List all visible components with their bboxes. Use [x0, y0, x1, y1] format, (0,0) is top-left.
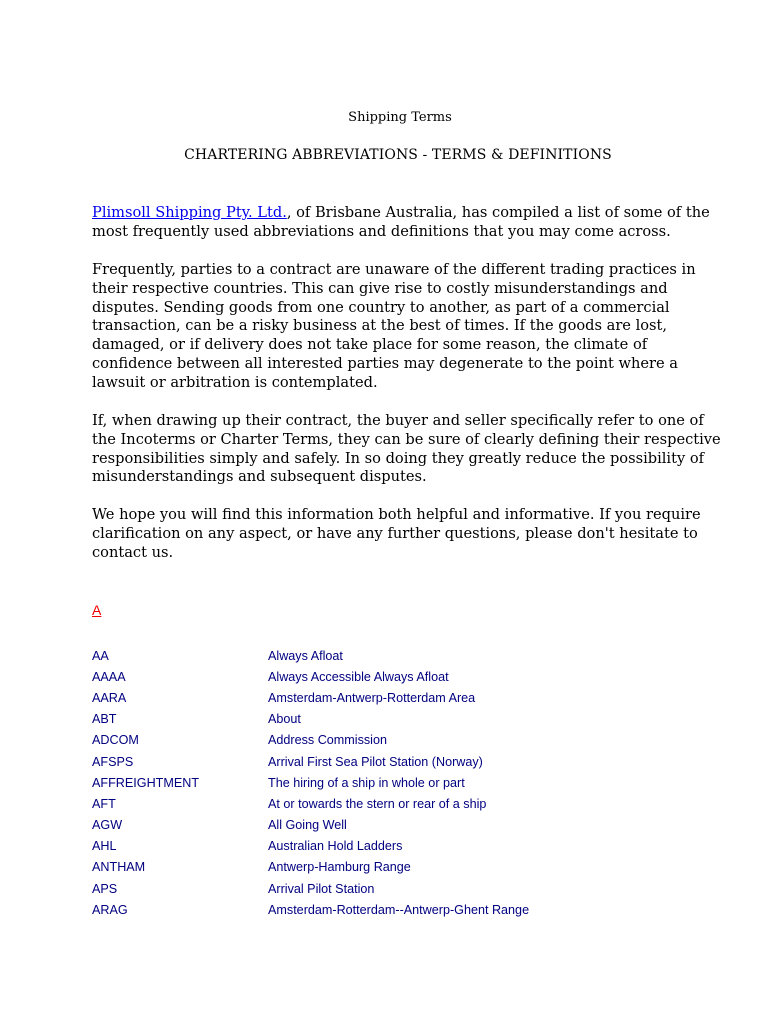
- term-row: [92, 645, 692, 666]
- term-definition: Amsterdam-Rotterdam--Antwerp-Ghent Range: [268, 902, 530, 917]
- term-abbreviation: AFFREIGHTMENT: [92, 775, 200, 790]
- term-abbreviation: APS: [92, 881, 118, 896]
- terms-list: [92, 645, 692, 920]
- term-abbreviation: ARAG: [92, 902, 128, 917]
- term-definition: Australian Hold Ladders: [268, 839, 403, 854]
- paragraph-trading-practices: Frequently, parties to a contract are unaware of the different trading practices in their respective countries. This can give rise to costly misunderstandings and disputes. Sending goods from one country to another, as part of a commercial transaction, can be a risky business at the best of times. If the goods are lost, damaged, or if delivery does not take place for some reason, the climate of confidence between all interested parties may degenerate to the point where a lawsuit or arbitration is contemplated.: [92, 261, 696, 391]
- term-definition: Amsterdam-Antwerp-Rotterdam Area: [268, 690, 476, 705]
- term-abbreviation: AARA: [92, 690, 127, 705]
- document-title: CHARTERING ABBREVIATIONS - TERMS & DEFINITIONS: [184, 147, 612, 163]
- term-row: [92, 709, 692, 730]
- paragraph-contact: We hope you will find this information both helpful and informative. If you require clarification on any aspect, or have any further questions, please don't hesitate to contact us.: [92, 506, 701, 561]
- term-definition: All Going Well: [268, 818, 347, 833]
- term-abbreviation: AAAA: [92, 669, 126, 684]
- term-definition: Always Afloat: [268, 648, 343, 663]
- term-row: [92, 751, 692, 772]
- term-row: [92, 793, 692, 814]
- paragraph-incoterms: If, when drawing up their contract, the buyer and seller specifically refer to one of the Incoterms or Charter Terms, they can be sure of clearly defining their respective responsibilities simply and safely. In so doing they greatly reduce the possibility of misunderstandings and subsequent disputes.: [92, 412, 721, 486]
- term-abbreviation: ABT: [92, 712, 117, 727]
- term-definition: The hiring of a ship in whole or part: [268, 775, 465, 790]
- term-row: [92, 836, 692, 857]
- term-abbreviation: ADCOM: [92, 733, 139, 748]
- term-definition: Address Commission: [268, 733, 387, 748]
- term-definition: About: [268, 712, 301, 727]
- document-kicker: Shipping Terms: [348, 110, 452, 125]
- term-abbreviation: AA: [92, 648, 109, 663]
- term-definition: Arrival First Sea Pilot Station (Norway): [268, 754, 483, 769]
- term-row: [92, 687, 692, 708]
- term-definition: Antwerp-Hamburg Range: [268, 860, 411, 875]
- term-definition: Always Accessible Always Afloat: [268, 669, 449, 684]
- term-row: [92, 878, 692, 899]
- term-abbreviation: AGW: [92, 818, 123, 833]
- term-row: [92, 899, 692, 920]
- term-row: [92, 857, 692, 878]
- term-row: [92, 666, 692, 687]
- company-link[interactable]: Plimsoll Shipping Pty. Ltd.: [92, 204, 287, 221]
- term-abbreviation: ANTHAM: [92, 860, 146, 875]
- term-row: [92, 730, 692, 751]
- intro-text: , of Brisbane Australia, has compiled a list of some of the most frequently used abbreviations and definitions that you may come across.: [92, 204, 710, 240]
- term-abbreviation: AFSPS: [92, 754, 134, 769]
- term-definition: At or towards the stern or rear of a ship: [268, 796, 487, 811]
- term-row: [92, 772, 692, 793]
- section-letter-link[interactable]: A: [92, 602, 102, 618]
- term-abbreviation: AHL: [92, 839, 117, 854]
- intro-paragraph: [92, 204, 732, 242]
- term-abbreviation: AFT: [92, 796, 116, 811]
- term-definition: Arrival Pilot Station: [268, 881, 375, 896]
- term-row: [92, 815, 692, 836]
